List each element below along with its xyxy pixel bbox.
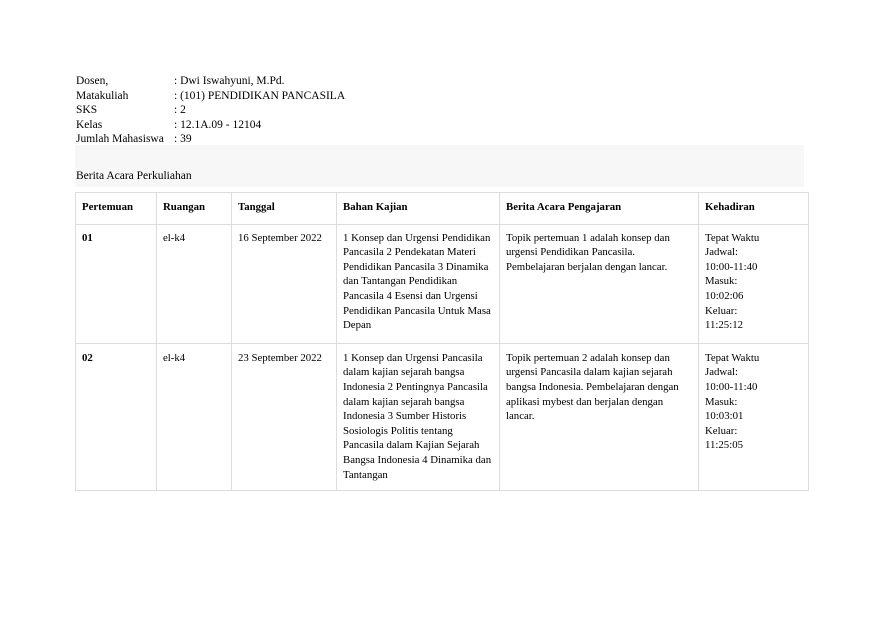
attendance-out-label: Keluar: — [705, 304, 738, 317]
info-label: Dosen, — [76, 75, 109, 87]
cell-berita-acara: Topik pertemuan 2 adalah konsep dan urgensi Pancasila dalam kajian sejarah bangsa Indonesia. Pembelajaran dengan aplikasi mybest dan berjalan dengan lancar. — [500, 343, 699, 490]
attendance-in-label: Masuk: — [705, 395, 738, 408]
info-row-dosen — [76, 74, 345, 89]
attendance-status: Tepat Waktu — [705, 231, 760, 244]
info-value: : 39 — [174, 133, 192, 146]
attendance-schedule: 10:00-11:40 — [705, 380, 758, 393]
course-info — [76, 74, 345, 147]
section-title: Berita Acara Perkuliahan — [76, 170, 192, 182]
column-header-bahan-kajian: Bahan Kajian — [337, 193, 500, 225]
cell-kehadiran — [699, 343, 809, 490]
info-label: Kelas — [76, 118, 103, 131]
cell-ruangan: el-k4 — [157, 224, 232, 343]
attendance-in-time: 10:02:06 — [705, 289, 744, 302]
cell-bahan-kajian: 1 Konsep dan Urgensi Pancasila dalam kajian sejarah bangsa Indonesia 2 Pentingnya Pancasila dalam kajian sejarah bangsa Indonesia 3 Sumber Historis Sosiologis Politis tentang Pancasila dalam Kajian Sejarah Bangsa Indonesia 4 Dinamika dan Tantangan — [337, 343, 500, 490]
info-label: Jumlah Mahasiswa — [76, 133, 164, 146]
info-row-kelas — [76, 118, 345, 133]
info-value: : 12.1A.09 - 12104 — [174, 118, 262, 131]
info-row-matakuliah — [76, 89, 345, 104]
attendance-out-time: 11:25:12 — [705, 319, 743, 332]
cell-pertemuan: 01 — [76, 224, 157, 343]
table-header-row — [76, 193, 809, 225]
info-row-sks — [76, 103, 345, 118]
attendance-status: Tepat Waktu — [705, 351, 760, 364]
attendance-out-time: 11:25:05 — [705, 439, 743, 452]
attendance-schedule: 10:00-11:40 — [705, 260, 758, 273]
column-header-pertemuan: Pertemuan — [76, 193, 157, 225]
column-header-ruangan: Ruangan — [157, 193, 232, 225]
column-header-berita-acara: Berita Acara Pengajaran — [500, 193, 699, 225]
column-header-kehadiran: Kehadiran — [699, 193, 809, 225]
attendance-in-label: Masuk: — [705, 275, 738, 288]
info-label: SKS — [76, 104, 98, 117]
info-value: : 2 — [174, 104, 186, 117]
lecture-report-table — [75, 192, 809, 491]
table-row — [76, 224, 809, 343]
attendance-out-label: Keluar: — [705, 424, 738, 437]
table-row — [76, 343, 809, 490]
cell-berita-acara: Topik pertemuan 1 adalah konsep dan urgensi Pendidikan Pancasila. Pembelajaran berjalan dengan lancar. — [500, 224, 699, 343]
info-value: : Dwi Iswahyuni, M.Pd. — [174, 75, 285, 87]
attendance-in-time: 10:03:01 — [705, 410, 744, 423]
info-label: Matakuliah — [76, 89, 129, 102]
attendance-schedule-label: Jadwal: — [705, 366, 738, 379]
cell-tanggal: 23 September 2022 — [232, 343, 337, 490]
cell-bahan-kajian: 1 Konsep dan Urgensi Pendidikan Pancasila 2 Pendekatan Materi Pendidikan Pancasila 3 Dinamika dan Tantangan Pendidikan Pancasila 4 Esensi dan Urgensi Pendidikan Pancasila Untuk Masa Depan — [337, 224, 500, 343]
cell-pertemuan: 02 — [76, 343, 157, 490]
cell-kehadiran — [699, 224, 809, 343]
cell-ruangan: el-k4 — [157, 343, 232, 490]
attendance-schedule-label: Jadwal: — [705, 246, 738, 259]
cell-tanggal: 16 September 2022 — [232, 224, 337, 343]
info-value: : (101) PENDIDIKAN PANCASILA — [174, 89, 346, 102]
column-header-tanggal: Tanggal — [232, 193, 337, 225]
